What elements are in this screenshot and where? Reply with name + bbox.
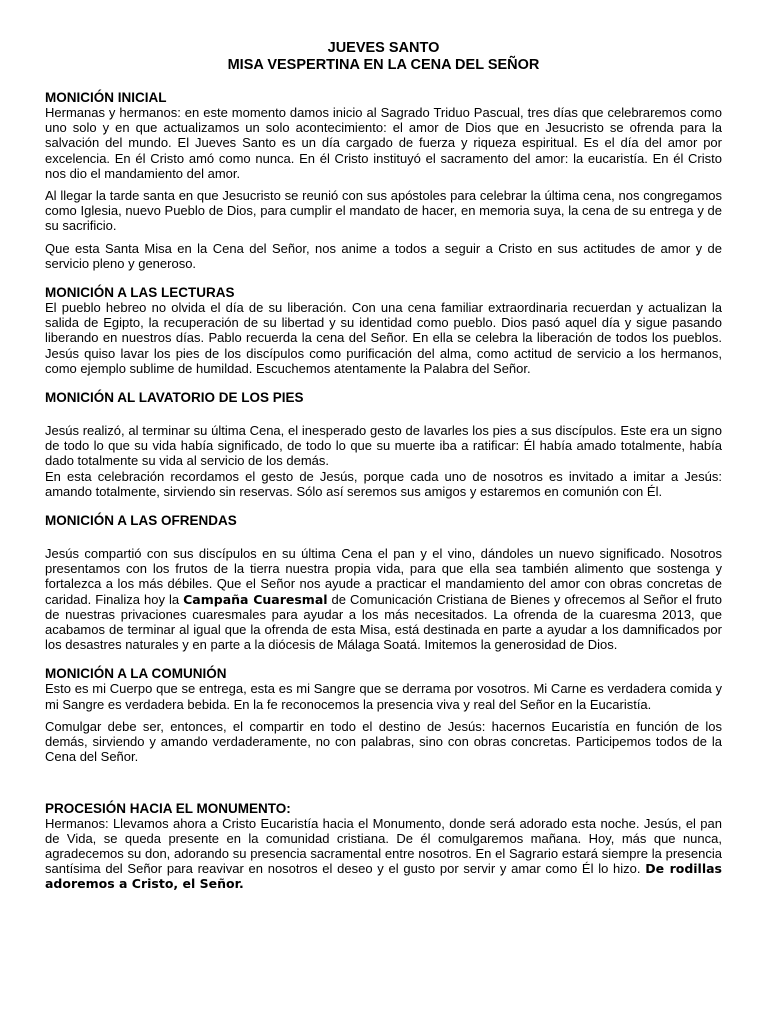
section-monicion-lavatorio	[45, 390, 722, 499]
document-title: JUEVES SANTO	[327, 40, 440, 56]
section-heading: MONICIÓN A LA COMUNIÓN	[45, 666, 227, 682]
paragraph	[45, 816, 722, 892]
section-heading: MONICIÓN AL LAVATORIO DE LOS PIES	[45, 390, 304, 406]
paragraph	[45, 546, 722, 652]
paragraph-text: Hermanos: Llevamos ahora a Cristo Eucaristía hacia el Monumento, donde será adorado esta noche. Jesús, el pan de Vida, se queda presente en la comunidad cristiana. De él comulgaremos mañana. Hoy, más que nunca, agradecemos su don, adorando su presencia sacramental entre nosotros. En el Sagrario estará siempre la presencia santísima del Señor para reavivar en nosotros el deseo y el gusto por servir y amar como Él lo hizo.	[45, 815, 722, 877]
spacer	[45, 765, 722, 787]
paragraph: Al llegar la tarde santa en que Jesucristo se reunió con sus apóstoles para celebrar la última cena, nos congregamos como Iglesia, nuevo Pueblo de Dios, para cumplir el mandato de hacer, en memoria suya, la cena de su entrega y de su sacrificio.	[45, 188, 722, 234]
bold-phrase: Campaña Cuaresmal	[183, 591, 328, 607]
document-subtitle: MISA VESPERTINA EN LA CENA DEL SEÑOR	[227, 57, 540, 73]
section-monicion-ofrendas	[45, 513, 722, 652]
section-heading: MONICIÓN A LAS LECTURAS	[45, 285, 235, 301]
section-monicion-inicial	[45, 90, 722, 271]
section-procesion	[45, 801, 722, 892]
section-monicion-comunion	[45, 666, 722, 764]
paragraph: Que esta Santa Misa en la Cena del Señor, nos anime a todos a seguir a Cristo en sus actitudes de amor y de servicio pleno y generoso.	[45, 240, 722, 271]
paragraph: En esta celebración recordamos el gesto de Jesús, porque cada uno de nosotros es invitado a imitar a Jesús: amando totalmente, sirviendo sin reservas. Sólo así seremos sus amigos y estaremos en comunión con Él.	[45, 468, 722, 499]
paragraph: Esto es mi Cuerpo que se entrega, esta es mi Sangre que se derrama por vosotros. Mi Carne es verdadera comida y mi Sangre es verdadera bebida. En la fe reconocemos la presencia viva y real del Señor en la Eucaristía.	[45, 681, 722, 712]
document-page	[45, 40, 722, 892]
paragraph: Hermanas y hermanos: en este momento damos inicio al Sagrado Triduo Pascual, tres días que celebraremos como uno solo y en que actualizamos un solo acontecimiento: el amor de Dios que en Jesucristo se ofrenda para la salvación del mundo. El Jueves Santo es un día cargado de fuerza y riqueza espiritual. Es el día del amor por excelencia. En él Cristo amó como nunca. En él Cristo instituyó el sacramento del amor: la eucaristía. En él Cristo nos dio el mandamiento del amor.	[45, 105, 722, 181]
paragraph-text: Jesús compartió con sus discípulos en su última Cena el pan y el vino, dándoles un nuevo significado. Nosotros presentamos con los frutos de la tierra nuestra propia vida, para que ella sea también alimento que sostenga y fortalezca a los más débiles. Que el Señor nos ayude a practicar el mandamiento del amor con obras concretas de caridad. Finaliza hoy la	[45, 546, 722, 607]
section-heading: MONICIÓN INICIAL	[45, 90, 167, 105]
paragraph: Jesús realizó, al terminar su última Cena, el inesperado gesto de lavarles los pies a sus discípulos. Este era un signo de todo lo que su vida había significado, de todo lo que su muerte iba a ratificar: Él había amado totalmente, había dado totalmente su vida al servicio de los demás.	[45, 423, 722, 469]
paragraph: Comulgar debe ser, entonces, el compartir en todo el destino de Jesús: hacernos Eucaristía en función de los demás, sirviendo y amando verdaderamente, no con palabras, sino con obras concretas. Participemos todos de la Cena del Señor.	[45, 718, 722, 765]
section-monicion-lecturas	[45, 285, 722, 376]
paragraph: El pueblo hebreo no olvida el día de su liberación. Con una cena familiar extraordinaria recuerdan y actualizan la salida de Egipto, la recuperación de su libertad y su identidad como pueblo. Dios pasó aquel día y sigue pasando liberando en nuestros días. Pablo recuerda la cena del Señor. En ella se celebra la liberación de todos los pueblos. Jesús quiso lavar los pies de los discípulos como purificación del alma, como actitud de servicio a los hermanos, como ejemplo sublime de humildad. Escuchemos atentamente la Palabra del Señor.	[45, 300, 722, 376]
paragraph-text: de Comunicación Cristiana de Bienes y ofrecemos al Señor el fruto de nuestras privaciones cuaresmales para ayudar a los más necesitados. La ofrenda de la cuaresma 2013, que acabamos de terminar al igual que la ofrenda de esta Misa, está destinada en parte a ayudar a los damnificados por los desastres naturales y en parte a la diócesis de Málaga Soatá. Imitemos la generosidad de Dios.	[45, 591, 723, 653]
section-heading: MONICIÓN A LAS OFRENDAS	[45, 513, 237, 529]
bold-phrase: De rodillas adoremos a Cristo, el Señor.	[45, 861, 722, 892]
section-heading: PROCESIÓN HACIA EL MONUMENTO:	[45, 800, 291, 816]
